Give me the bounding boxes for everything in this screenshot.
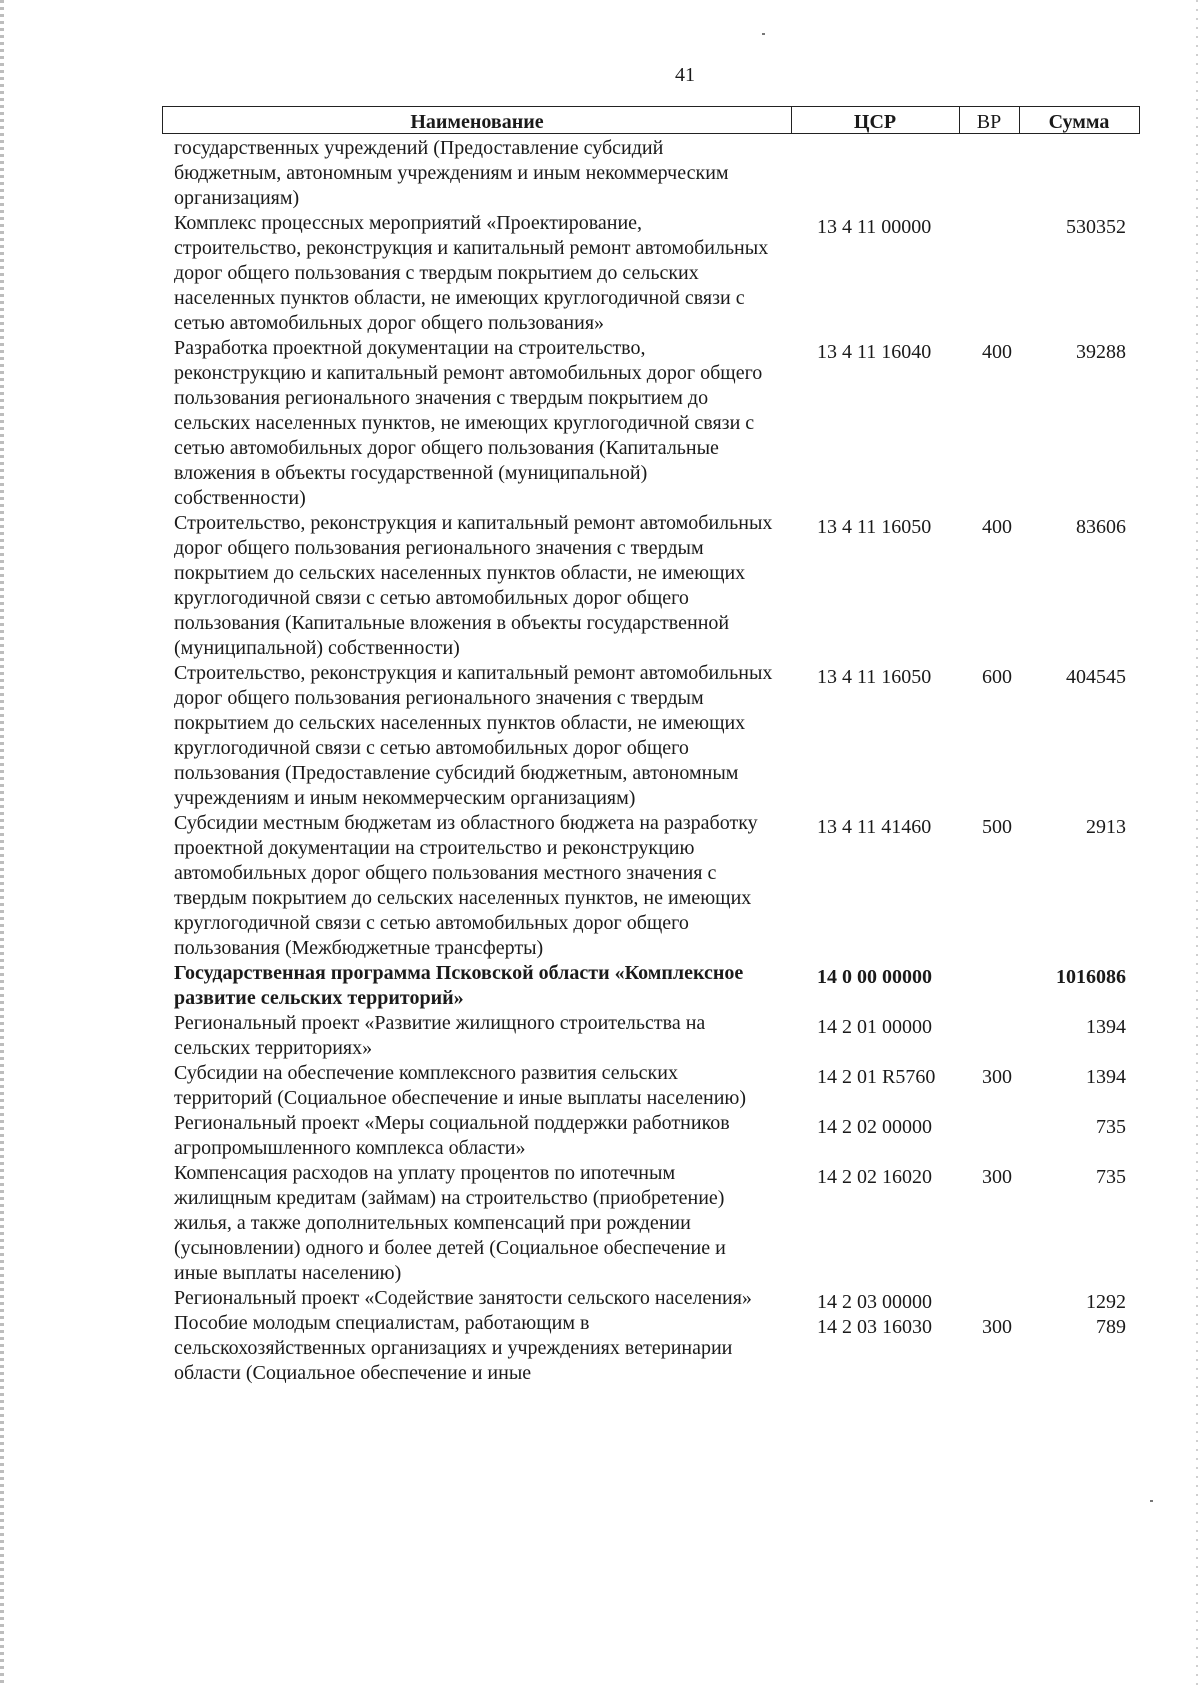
row-sum: 789 <box>1096 1316 1126 1338</box>
row-name: Компенсация расходов на уплату процентов по ипотечным жилищным кредитам (займам) на строительство (приобретение) жилья, а также дополнительных компенсаций при рождении (усыновлении) одного и более детей (Социальное обеспечение и иные выплаты населению) <box>174 1162 726 1284</box>
row-csr: 13 4 11 00000 <box>817 216 932 238</box>
row-sum: 39288 <box>1076 341 1126 363</box>
row-csr: 14 2 02 00000 <box>817 1116 932 1138</box>
row-sum: 1394 <box>1086 1066 1126 1088</box>
row-csr: 14 0 00 00000 <box>817 966 932 988</box>
row-csr: 13 4 11 16050 <box>817 666 932 688</box>
header-csr: ЦСР <box>791 107 960 133</box>
row-csr: 14 2 01 00000 <box>817 1016 932 1038</box>
table-row <box>174 811 1134 961</box>
row-vr: 500 <box>982 816 1012 838</box>
scan-right-edge <box>1196 0 1198 1686</box>
row-csr: 14 2 02 16020 <box>817 1166 932 1188</box>
row-csr: 14 2 01 R5760 <box>817 1066 936 1088</box>
table-row <box>174 336 1134 511</box>
table-row <box>174 1011 1134 1061</box>
row-vr: 400 <box>982 516 1012 538</box>
table-row <box>174 1061 1134 1111</box>
table-row <box>174 511 1134 661</box>
row-name: Субсидии на обеспечение комплексного развития сельских территорий (Социальное обеспечение и иные выплаты населению) <box>174 1062 747 1109</box>
page-number: 41 <box>675 64 695 86</box>
row-vr: 300 <box>982 1166 1012 1188</box>
scan-left-edge <box>0 0 4 1686</box>
row-name: Региональный проект «Развитие жилищного строительства на сельских территориях» <box>174 1012 706 1059</box>
row-sum: 1292 <box>1086 1291 1126 1313</box>
row-vr: 300 <box>982 1066 1012 1088</box>
row-sum: 1394 <box>1086 1016 1126 1038</box>
header-sum: Сумма <box>1048 111 1110 133</box>
row-sum: 1016086 <box>1056 966 1126 988</box>
table-row <box>174 1161 1134 1286</box>
row-name: Строительство, реконструкция и капитальный ремонт автомобильных дорог общего пользования регионального значения с твердым покрытием до сельских населенных пунктов области, не имеющих круглогодичной связи с сетью автомобильных дорог общего пользования (Капитальные вложения в объекты государственной (муниципальной) собственности) <box>174 512 773 659</box>
header-vr: ВР <box>959 107 1020 133</box>
table-row <box>174 1111 1134 1161</box>
scan-speck <box>1150 1500 1153 1502</box>
table-row <box>174 211 1134 336</box>
row-name: Государственная программа Псковской области «Комплексное развитие сельских территорий» <box>174 962 744 1009</box>
table-row <box>174 961 1134 1011</box>
table-header <box>162 106 1140 134</box>
row-name: государственных учреждений (Предоставление субсидий бюджетным, автономным учреждениям и иным некоммерческим организациям) <box>174 137 729 209</box>
row-name: Строительство, реконструкция и капитальный ремонт автомобильных дорог общего пользования регионального значения с твердым покрытием до сельских населенных пунктов области, не имеющих круглогодичной связи с сетью автомобильных дорог общего пользования (Предоставление субсидий бюджетным, автономным учреждениям и иным некоммерческим организациям) <box>174 662 773 809</box>
row-name: Пособие молодым специалистам, работающим в сельскохозяйственных организациях и учреждениях ветеринарии области (Социальное обеспечение и иные <box>174 1312 733 1384</box>
row-csr: 13 4 11 16040 <box>817 341 932 363</box>
table-row <box>174 1311 1134 1386</box>
row-name: Разработка проектной документации на строительство, реконструкцию и капитальный ремонт автомобильных дорог общего пользования регионального значения с твердым покрытием до сельских населенных пунктов, не имеющих круглогодичной связи с сетью автомобильных дорог общего пользования (Капитальные вложения в объекты государственной (муниципальной) собственности) <box>174 337 763 509</box>
scan-speck <box>762 33 765 35</box>
row-vr: 400 <box>982 341 1012 363</box>
row-csr: 13 4 11 41460 <box>817 816 932 838</box>
row-name: Комплекс процессных мероприятий «Проектирование, строительство, реконструкция и капитальный ремонт автомобильных дорог общего пользования с твердым покрытием до сельских населенных пунктов области, не имеющих круглогодичной связи с сетью автомобильных дорог общего пользования» <box>174 212 769 334</box>
row-vr: 300 <box>982 1316 1012 1338</box>
table-row <box>174 136 1134 211</box>
row-sum: 735 <box>1096 1116 1126 1138</box>
row-name: Субсидии местным бюджетам из областного бюджета на разработку проектной документации на строительство и реконструкцию автомобильных дорог общего пользования местного значения с твердым покрытием до сельских населенных пунктов, не имеющих круглогодичной связи с сетью автомобильных дорог общего пользования (Межбюджетные трансферты) <box>174 812 758 959</box>
row-csr: 14 2 03 16030 <box>817 1316 932 1338</box>
table-body <box>174 136 1134 1386</box>
row-csr: 14 2 03 00000 <box>817 1291 932 1313</box>
row-name: Региональный проект «Меры социальной поддержки работников агропромышленного комплекса области» <box>174 1112 730 1159</box>
row-vr: 600 <box>982 666 1012 688</box>
page-number-container <box>0 64 1200 87</box>
row-sum: 2913 <box>1086 816 1126 838</box>
row-csr: 13 4 11 16050 <box>817 516 932 538</box>
row-sum: 530352 <box>1066 216 1126 238</box>
row-sum: 735 <box>1096 1166 1126 1188</box>
row-sum: 83606 <box>1076 516 1126 538</box>
table-row <box>174 661 1134 811</box>
row-sum: 404545 <box>1066 666 1126 688</box>
table-row <box>174 1286 1134 1311</box>
header-name: Наименование <box>163 107 792 133</box>
row-name: Региональный проект «Содействие занятости сельского населения» <box>174 1287 752 1309</box>
